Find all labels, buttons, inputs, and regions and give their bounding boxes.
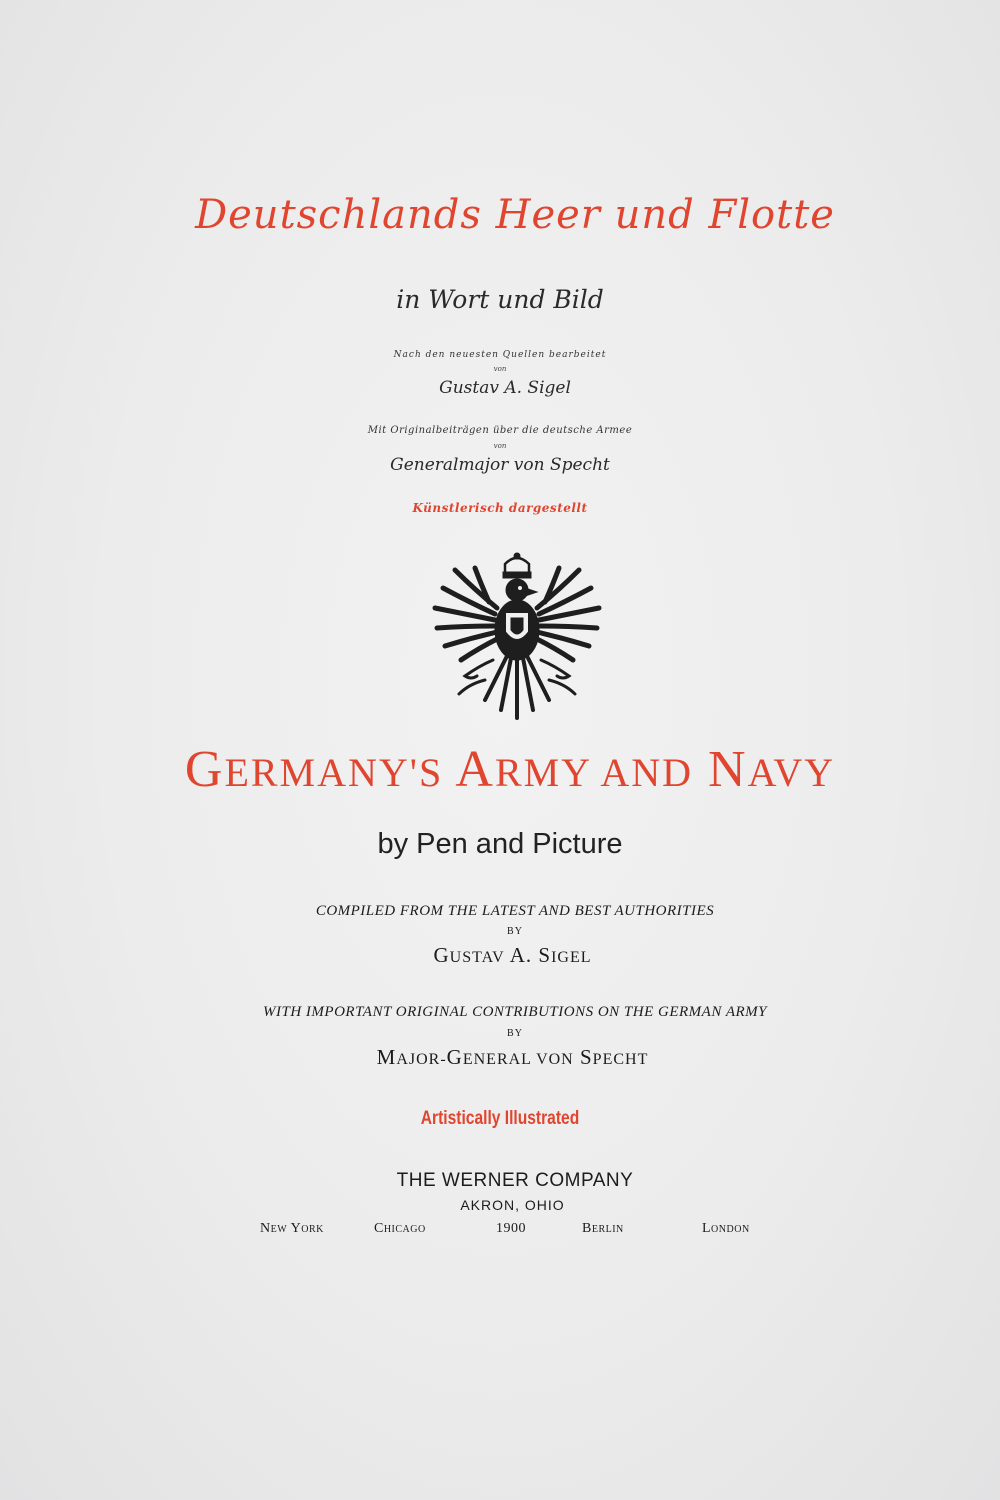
german-contributions-line: Mit Originalbeiträgen über die deutsche Armee xyxy=(367,425,633,436)
german-illustrated: Künstlerisch dargestellt xyxy=(412,501,588,515)
german-von-2: von xyxy=(493,442,507,450)
english-author: GUSTAV A. SIGEL xyxy=(433,943,592,967)
german-subtitle: in Wort und Bild xyxy=(396,285,604,314)
english-illustrated: Artistically Illustrated xyxy=(420,1108,580,1129)
german-general: Generalmajor von Specht xyxy=(390,455,610,475)
english-compiled-line: COMPILED FROM THE LATEST AND BEST AUTHORITIES xyxy=(315,903,715,919)
english-by-1: BY xyxy=(507,926,523,937)
publisher-cities: New York Chicago 1900 Berlin London xyxy=(260,1221,750,1236)
german-von-1: von xyxy=(493,365,507,373)
publisher-name: THE WERNER COMPANY xyxy=(396,1170,634,1191)
imperial-eagle-icon xyxy=(425,550,610,722)
german-title: Deutschlands Heer und Flotte xyxy=(195,192,835,238)
german-compiled-line: Nach den neuesten Quellen bearbeitet xyxy=(393,350,607,360)
english-title: GERMANY'S ARMY AND NAVY xyxy=(184,741,836,798)
german-author: Gustav A. Sigel xyxy=(439,378,571,398)
english-contributions-line: WITH IMPORTANT ORIGINAL CONTRIBUTIONS ON THE GERMAN ARMY xyxy=(263,1004,767,1020)
english-by-2: BY xyxy=(507,1028,523,1039)
english-general: MAJOR-GENERAL VON SPECHT xyxy=(376,1045,649,1069)
english-subtitle: by Pen and Picture xyxy=(377,828,623,860)
publisher-city: AKRON, OHIO xyxy=(460,1197,565,1213)
